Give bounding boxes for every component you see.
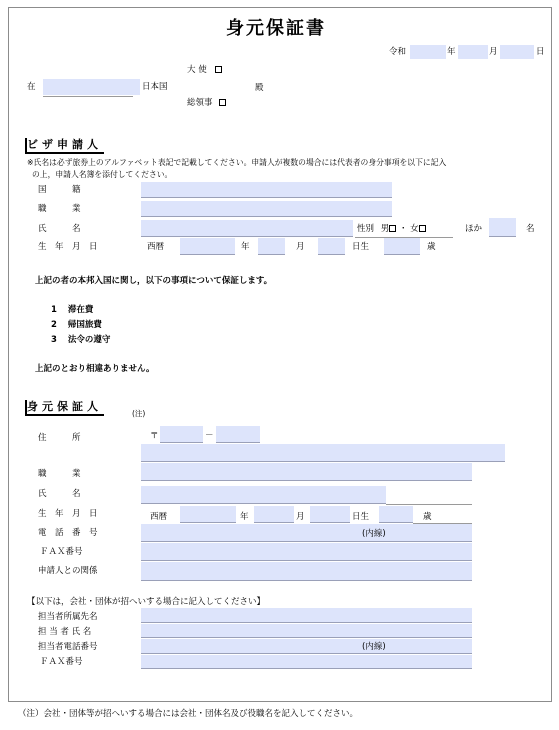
contact-fax-label: ＦＡＸ番号 <box>40 657 83 667</box>
applicant-birth-day-field[interactable] <box>318 238 345 255</box>
applicant-age-field[interactable] <box>384 238 420 255</box>
nationality-field[interactable] <box>141 182 392 198</box>
guarantor-dob-label: 生 年 月 日 <box>38 509 98 519</box>
consul-checkbox[interactable] <box>219 99 226 106</box>
persons-unit: 名 <box>526 224 535 234</box>
guarantor-phone-field[interactable] <box>141 524 472 542</box>
guarantor-name-label: 氏 名 <box>38 489 81 499</box>
date-year-label: 年 <box>447 47 456 57</box>
postal-code-second-field[interactable] <box>216 426 260 443</box>
contact-extension-label: (内線) <box>362 642 386 652</box>
applicant-name-label: 氏 名 <box>38 224 81 234</box>
guarantor-month-label: 月 <box>296 512 305 522</box>
guarantee-item-1 <box>51 305 93 316</box>
guarantor-year-label: 年 <box>240 512 249 522</box>
date-month-label: 月 <box>489 47 498 57</box>
guarantor-fax-field[interactable] <box>141 543 472 561</box>
applicant-occupation-label: 職 業 <box>38 204 81 214</box>
consul-option <box>187 98 226 109</box>
relation-field[interactable] <box>141 562 472 581</box>
item-1-text: 滞在費 <box>67 305 94 315</box>
date-era-year-field[interactable] <box>410 45 446 59</box>
honorific: 殿 <box>255 83 264 93</box>
consul-label: 総領事 <box>187 98 213 108</box>
date-day-field[interactable] <box>500 45 534 59</box>
contact-phone-label: 担当者電話番号 <box>38 642 98 652</box>
applicant-age-label: 歳 <box>427 242 436 252</box>
location-underline <box>43 96 133 97</box>
guarantor-age-field[interactable] <box>379 506 413 523</box>
guarantor-name-underline <box>386 504 472 505</box>
guarantor-fax-label: ＦＡＸ番号 <box>40 547 83 557</box>
applicant-occupation-field[interactable] <box>141 201 392 217</box>
ambassador-checkbox[interactable] <box>215 66 222 73</box>
guarantor-extension-label: (内線) <box>362 529 386 539</box>
guarantor-birth-day-field[interactable] <box>310 506 350 523</box>
item-3-number: 3 <box>51 335 57 345</box>
ambassador-label: 大 使 <box>187 65 207 75</box>
guarantor-birth-year-field[interactable] <box>180 506 236 523</box>
guarantor-age-label: 歳 <box>423 512 432 522</box>
postal-dash: － <box>205 431 214 441</box>
contact-fax-field[interactable] <box>141 655 472 669</box>
guarantee-item-3 <box>51 335 110 346</box>
dept-field[interactable] <box>141 608 472 623</box>
item-2-text: 帰国旅費 <box>67 320 102 330</box>
guarantor-note-mark: (注) <box>132 409 146 418</box>
applicant-birth-month-field[interactable] <box>258 238 285 255</box>
dept-label: 担当者所属先名 <box>38 612 98 622</box>
item-3-text: 法令の遵守 <box>67 335 111 345</box>
sex-label: 性別 <box>357 224 375 234</box>
guarantor-western-label: 西暦 <box>150 512 168 522</box>
female-checkbox[interactable] <box>419 225 426 232</box>
location-label: 在 <box>27 82 36 92</box>
applicant-name-field[interactable] <box>141 220 353 237</box>
male-label: 男 <box>380 224 390 234</box>
date-month-field[interactable] <box>458 45 488 59</box>
ambassador-option <box>187 65 222 76</box>
guarantor-name-field[interactable] <box>141 486 386 504</box>
applicant-birth-year-field[interactable] <box>180 238 235 255</box>
female-label: 女 <box>410 224 419 234</box>
contact-phone-field[interactable] <box>141 639 472 654</box>
japan-label: 日本国 <box>142 82 168 92</box>
visa-section-heading: ビザ申請人 <box>27 138 104 154</box>
sex-separator: ・ <box>398 224 408 234</box>
guarantor-birth-month-field[interactable] <box>254 506 294 523</box>
applicant-born-label: 日生 <box>352 242 370 252</box>
guarantor-born-label: 日生 <box>352 512 370 522</box>
applicant-dob-label: 生 年 月 日 <box>38 242 98 252</box>
postal-mark: 〒 <box>150 431 159 441</box>
guarantor-section-heading: 身元保証人 <box>27 400 104 416</box>
applicant-western-label: 西暦 <box>147 242 165 252</box>
contact-person-field[interactable] <box>141 624 472 638</box>
relation-label: 申請人との関係 <box>38 566 98 576</box>
date-day-label: 日 <box>536 47 545 57</box>
date-era: 令和 <box>389 47 407 57</box>
guarantor-occupation-field[interactable] <box>141 463 472 481</box>
footnote: （注）会社・団体等が招へいする場合には会社・団体名及び役職名を記入してください。 <box>18 709 359 719</box>
guarantee-statement: 上記の者の本邦入国に関し，以下の事項について保証します。 <box>35 276 273 286</box>
others-label: ほか <box>465 224 483 234</box>
guarantor-address-field[interactable] <box>141 444 505 462</box>
item-2-number: 2 <box>51 320 57 330</box>
applicant-year-label: 年 <box>241 242 250 252</box>
others-count-field[interactable] <box>489 218 516 237</box>
item-1-number: 1 <box>51 305 57 315</box>
applicant-month-label: 月 <box>296 242 305 252</box>
visa-note-line1: ※氏名は必ず旅券上のアルファベット表記で記載してください。申請人が複数の場合には代表者の身分事項を以下に記入 <box>27 158 447 167</box>
guarantor-phone-label: 電 話 番 号 <box>38 528 98 538</box>
page-title: 身元保証書 <box>226 18 326 39</box>
guarantee-item-2 <box>51 320 102 331</box>
male-checkbox[interactable] <box>389 225 396 232</box>
guarantor-address-label: 住 所 <box>38 433 81 443</box>
visa-note-line2: の上，申請人名簿を添付してください。 <box>32 170 173 179</box>
company-section-heading: 【以下は，会社・団体が招へいする場合に記入してください】 <box>27 597 266 607</box>
postal-code-first-field[interactable] <box>160 426 203 443</box>
sex-option <box>357 224 426 235</box>
confirm-statement: 上記のとおり相違ありません。 <box>35 364 155 374</box>
guarantor-occupation-label: 職 業 <box>38 469 81 479</box>
nationality-label: 国 籍 <box>38 185 81 195</box>
contact-person-label: 担 当 者 氏 名 <box>38 627 92 637</box>
location-field[interactable] <box>43 79 140 95</box>
